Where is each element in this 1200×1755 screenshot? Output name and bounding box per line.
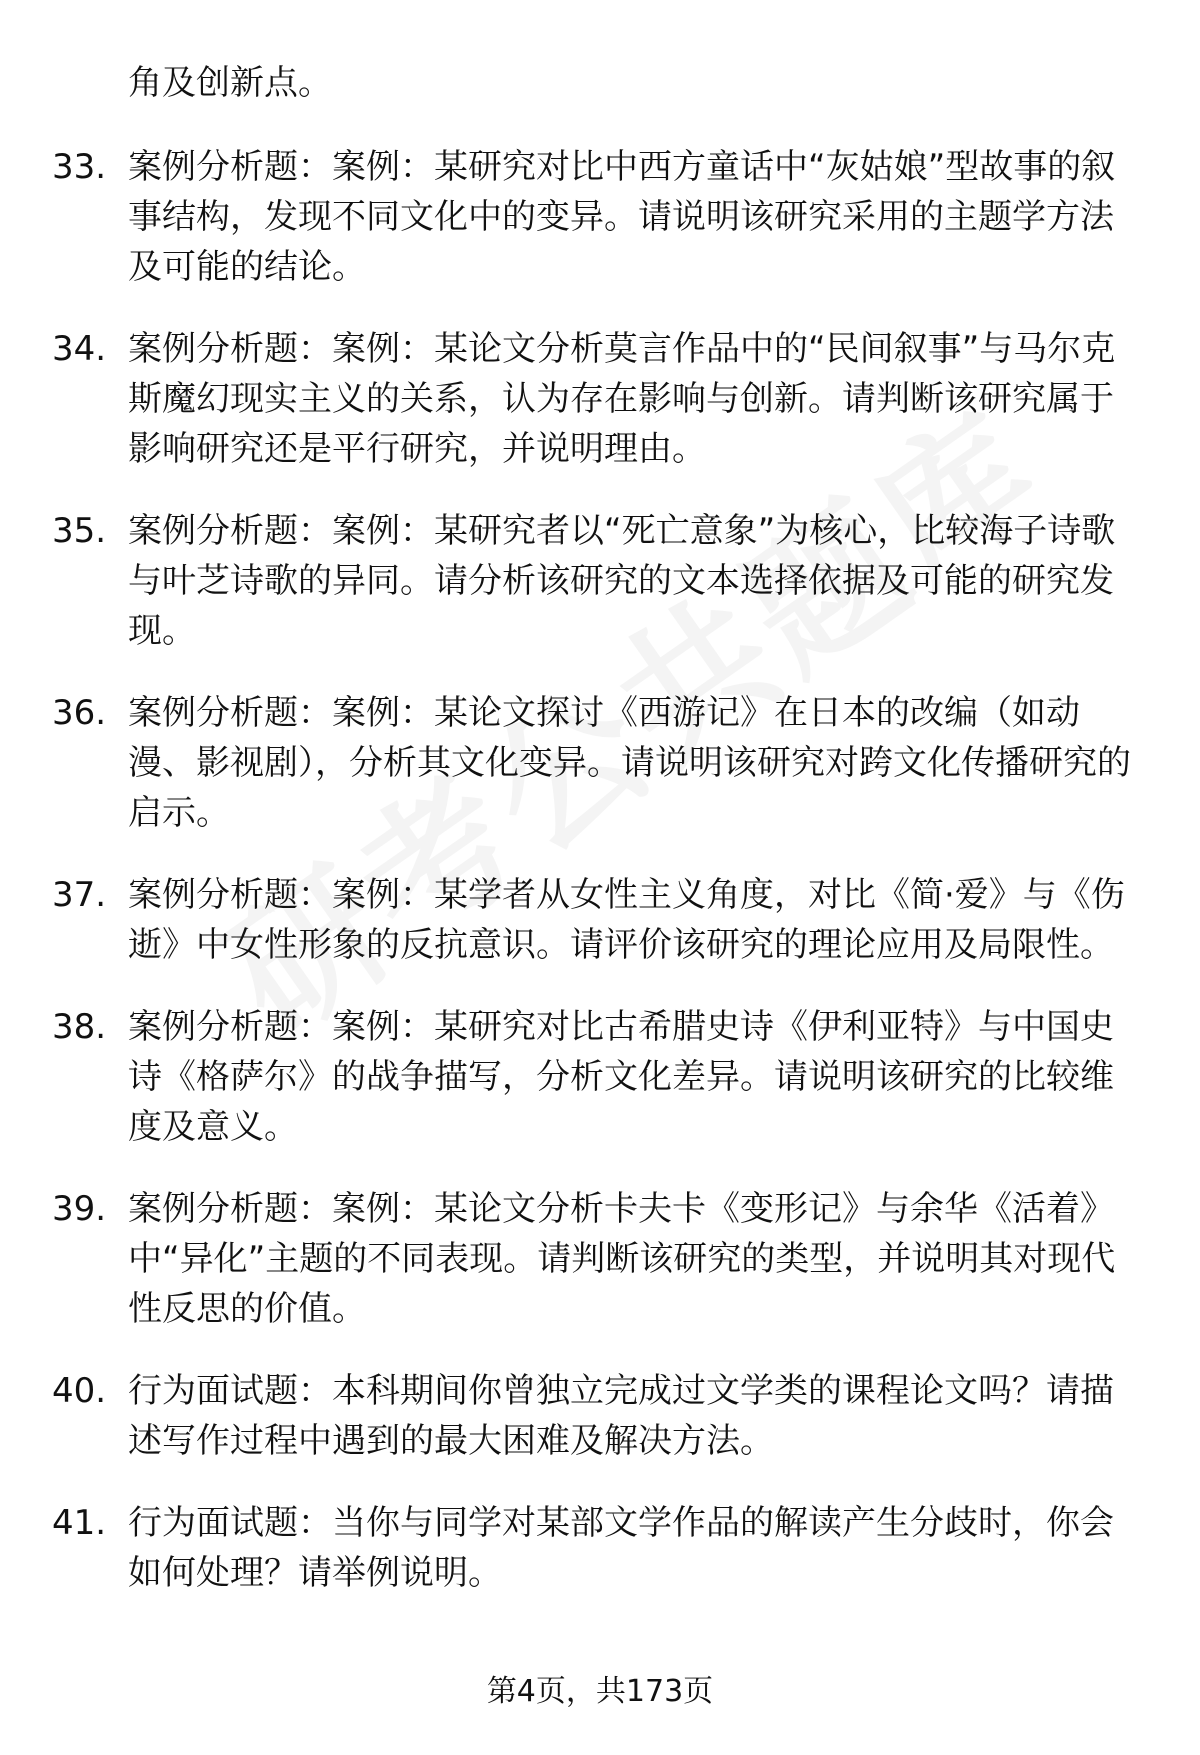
question-number: 40. xyxy=(52,1371,107,1411)
question-item xyxy=(0,142,1200,292)
question-item xyxy=(0,506,1200,656)
question-list xyxy=(0,142,1200,1630)
question-text: 案例分析题：案例：某论文分析莫言作品中的“民间叙事”与马尔克斯魔幻现实主义的关系，认为存在影响与创新。请判断该研究属于影响研究还是平行研究，并说明理由。 xyxy=(128,329,1116,469)
question-number: 34. xyxy=(52,329,107,369)
question-number: 39. xyxy=(52,1189,107,1229)
question-item xyxy=(0,688,1200,838)
question-item xyxy=(0,324,1200,474)
continuation-text: 角及创新点。 xyxy=(128,63,332,103)
question-item xyxy=(0,1002,1200,1152)
question-text: 案例分析题：案例：某研究对比古希腊史诗《伊利亚特》与中国史诗《格萨尔》的战争描写，分析文化差异。请说明该研究的比较维度及意义。 xyxy=(128,1007,1114,1147)
question-number: 35. xyxy=(52,511,107,551)
question-text: 案例分析题：案例：某研究者以“死亡意象”为核心，比较海子诗歌与叶芝诗歌的异同。请分析该研究的文本选择依据及可能的研究发现。 xyxy=(128,511,1116,651)
question-number: 38. xyxy=(52,1007,107,1047)
question-text: 行为面试题：本科期间你曾独立完成过文学类的课程论文吗？请描述写作过程中遇到的最大困难及解决方法。 xyxy=(128,1371,1114,1461)
question-text: 行为面试题：当你与同学对某部文学作品的解读产生分歧时，你会如何处理？请举例说明。 xyxy=(128,1503,1114,1593)
question-item xyxy=(0,870,1200,970)
question-item xyxy=(0,1498,1200,1598)
question-number: 36. xyxy=(52,693,107,733)
question-item xyxy=(0,1184,1200,1334)
question-item xyxy=(0,1366,1200,1466)
question-number: 33. xyxy=(52,147,107,187)
question-text: 案例分析题：案例：某论文分析卡夫卡《变形记》与余华《活着》中“异化”主题的不同表现。请判断该研究的类型，并说明其对现代性反思的价值。 xyxy=(128,1189,1116,1329)
question-text: 案例分析题：案例：某研究对比中西方童话中“灰姑娘”型故事的叙事结构，发现不同文化中的变异。请说明该研究采用的主题学方法及可能的结论。 xyxy=(128,147,1116,287)
question-text: 案例分析题：案例：某论文探讨《西游记》在日本的改编（如动漫、影视剧），分析其文化变异。请说明该研究对跨文化传播研究的启示。 xyxy=(128,693,1131,833)
question-text: 案例分析题：案例：某学者从女性主义角度，对比《简·爱》与《伤逝》中女性形象的反抗意识。请评价该研究的理论应用及局限性。 xyxy=(128,875,1125,965)
question-number: 41. xyxy=(52,1503,107,1543)
question-number: 37. xyxy=(52,875,107,915)
page-footer: 第4页，共173页 xyxy=(486,1674,714,1709)
